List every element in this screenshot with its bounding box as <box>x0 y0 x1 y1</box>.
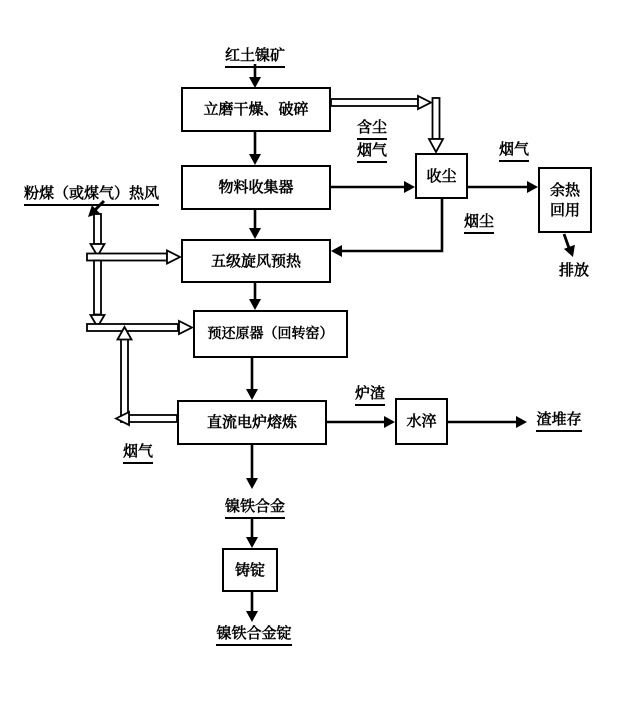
node-waste-heat-reuse <box>538 167 592 233</box>
label-slag <box>350 383 390 406</box>
node-prereducer-rotary-kiln <box>193 310 348 358</box>
label-coal-hot-air <box>24 183 159 206</box>
label-slag-text: 炉渣 <box>355 383 385 406</box>
label-dusty-flue-gas-line2: 烟气 <box>357 140 387 163</box>
node-dust-collection <box>415 153 468 199</box>
hollow-arrow-hotair-down-2 <box>91 261 105 328</box>
node-dust-collection-label: 收尘 <box>426 166 457 185</box>
arrow-collector-to-dustcollect <box>331 181 415 193</box>
label-flue-gas-top <box>494 139 534 162</box>
hollow-arrow-hotair-to-prereducer <box>87 321 192 334</box>
node-ingot-casting-label: 铸锭 <box>234 560 265 579</box>
label-ferronickel-ingot <box>208 623 300 646</box>
label-ferronickel-alloy <box>221 496 289 519</box>
arrow-furnace-to-ferronickel <box>246 445 258 489</box>
label-ferronickel-ingot-text: 镍铁合金锭 <box>216 623 291 646</box>
node-ingot-casting <box>222 548 278 592</box>
label-flue-gas-left-text: 烟气 <box>123 441 153 464</box>
arrow-collector-to-preheater <box>249 210 261 239</box>
node-material-collector <box>181 165 331 210</box>
arrow-ferronickel-to-casting <box>246 517 258 548</box>
node-prereducer-label: 预还原器（回转窑） <box>207 325 334 342</box>
arrow-preheater-to-prereducer <box>249 283 261 310</box>
label-ferronickel-alloy-text: 镍铁合金 <box>225 496 285 519</box>
arrow-drying-to-collector <box>249 132 261 165</box>
label-smoke-dust <box>459 211 499 234</box>
label-slag-storage <box>530 409 588 432</box>
waste-heat-line1: 余热 <box>549 180 580 199</box>
node-material-collector-label: 物料收集器 <box>218 178 294 197</box>
arrow-dustcollect-to-preheater <box>331 199 442 257</box>
node-cyclone-preheater <box>181 239 331 283</box>
label-laterite-ore <box>213 45 297 68</box>
node-dc-furnace-label: 直流电炉熔炼 <box>206 413 297 432</box>
hollow-arrow-furnace-fluegas-left <box>116 412 177 425</box>
label-smoke-dust-text: 烟尘 <box>464 211 494 234</box>
hollow-arrow-dustygas-down-to-dustcollect <box>429 98 443 152</box>
arrow-dustcollect-to-heatreuse <box>468 181 538 193</box>
node-cyclone-preheater-label: 五级旋风预热 <box>210 251 301 270</box>
label-discharge <box>552 260 596 280</box>
arrow-quench-to-slagstorage <box>448 416 527 428</box>
node-dc-furnace-smelting <box>177 400 327 445</box>
arrow-furnace-to-quench <box>327 416 395 428</box>
label-dusty-flue-gas-line1: 含尘 <box>357 117 387 140</box>
arrow-casting-to-ingot <box>246 592 258 622</box>
hollow-arrow-fluegas-up-to-prereducer <box>118 327 132 422</box>
label-coal-hot-air-text: 粉煤（或煤气）热风 <box>24 183 159 206</box>
node-water-quench <box>395 398 448 445</box>
waste-heat-line2: 回用 <box>549 201 580 219</box>
label-flue-gas-left <box>118 441 158 464</box>
label-slag-storage-text: 渣堆存 <box>536 409 581 432</box>
node-drying-crushing-label: 立磨干燥、破碎 <box>203 100 309 119</box>
hollow-arrow-drying-dustygas-right <box>331 96 431 109</box>
label-discharge-text: 排放 <box>558 261 589 279</box>
arrow-heatreuse-to-discharge <box>564 234 575 257</box>
hollow-arrow-hotair-down-1 <box>91 214 105 256</box>
label-laterite-ore-text: 红土镍矿 <box>225 45 285 68</box>
label-dusty-flue-gas <box>351 117 393 163</box>
node-drying-crushing <box>181 87 331 132</box>
node-waste-heat-reuse-label <box>550 180 580 221</box>
node-water-quench-label: 水淬 <box>406 412 437 431</box>
label-flue-gas-top-text: 烟气 <box>499 139 529 162</box>
arrow-prereducer-to-furnace <box>246 358 258 400</box>
